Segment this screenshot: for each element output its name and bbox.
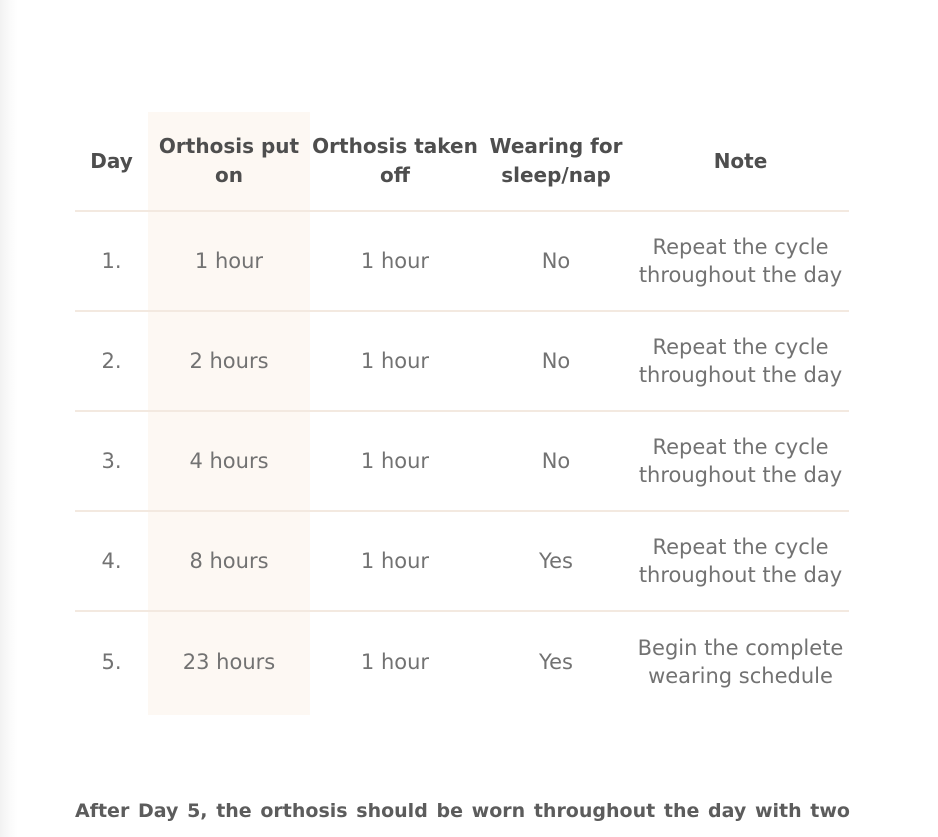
table-row	[75, 612, 849, 712]
taken-off-cell: 1 hour	[360, 449, 430, 473]
put-on-cell: 23 hours	[182, 650, 276, 674]
sleep-cell: No	[541, 449, 571, 473]
put-on-cell: 8 hours	[189, 549, 269, 573]
taken-off-cell: 1 hour	[360, 249, 430, 273]
day-cell: 1.	[101, 249, 122, 273]
put-on-cell: 1 hour	[194, 249, 264, 273]
header-wearing-for-sleep: Wearing for sleep/nap	[489, 134, 623, 187]
note-cell: Repeat the cycle throughout the day	[638, 535, 843, 587]
put-on-cell: 2 hours	[189, 349, 269, 373]
sleep-cell: Yes	[539, 549, 573, 573]
sleep-cell: Yes	[539, 650, 573, 674]
page-left-edge	[0, 0, 18, 837]
header-orthosis-taken-off: Orthosis taken off	[312, 134, 478, 187]
note-cell: Repeat the cycle throughout the day	[638, 335, 843, 387]
note-cell: Repeat the cycle throughout the day	[638, 435, 843, 487]
note-cell: Repeat the cycle throughout the day	[638, 235, 843, 287]
table-header-row	[75, 112, 849, 212]
table-row	[75, 312, 849, 412]
note-cell: Begin the complete wearing schedule	[637, 636, 844, 688]
taken-off-cell: 1 hour	[360, 349, 430, 373]
day-cell: 3.	[101, 449, 122, 473]
sleep-cell: No	[541, 349, 571, 373]
taken-off-cell: 1 hour	[360, 650, 430, 674]
day-cell: 5.	[101, 650, 122, 674]
instruction-paragraph: After Day 5, the orthosis should be worn throughout the day with two	[75, 800, 850, 822]
day-cell: 4.	[101, 549, 122, 573]
taken-off-cell: 1 hour	[360, 549, 430, 573]
table-row	[75, 512, 849, 612]
header-day: Day	[90, 148, 133, 173]
put-on-cell: 4 hours	[189, 449, 269, 473]
sleep-cell: No	[541, 249, 571, 273]
header-orthosis-put-on: Orthosis put on	[158, 134, 300, 187]
day-cell: 2.	[101, 349, 122, 373]
wearing-schedule-table	[75, 112, 849, 712]
header-note: Note	[713, 148, 768, 173]
table-row	[75, 212, 849, 312]
table-row	[75, 412, 849, 512]
